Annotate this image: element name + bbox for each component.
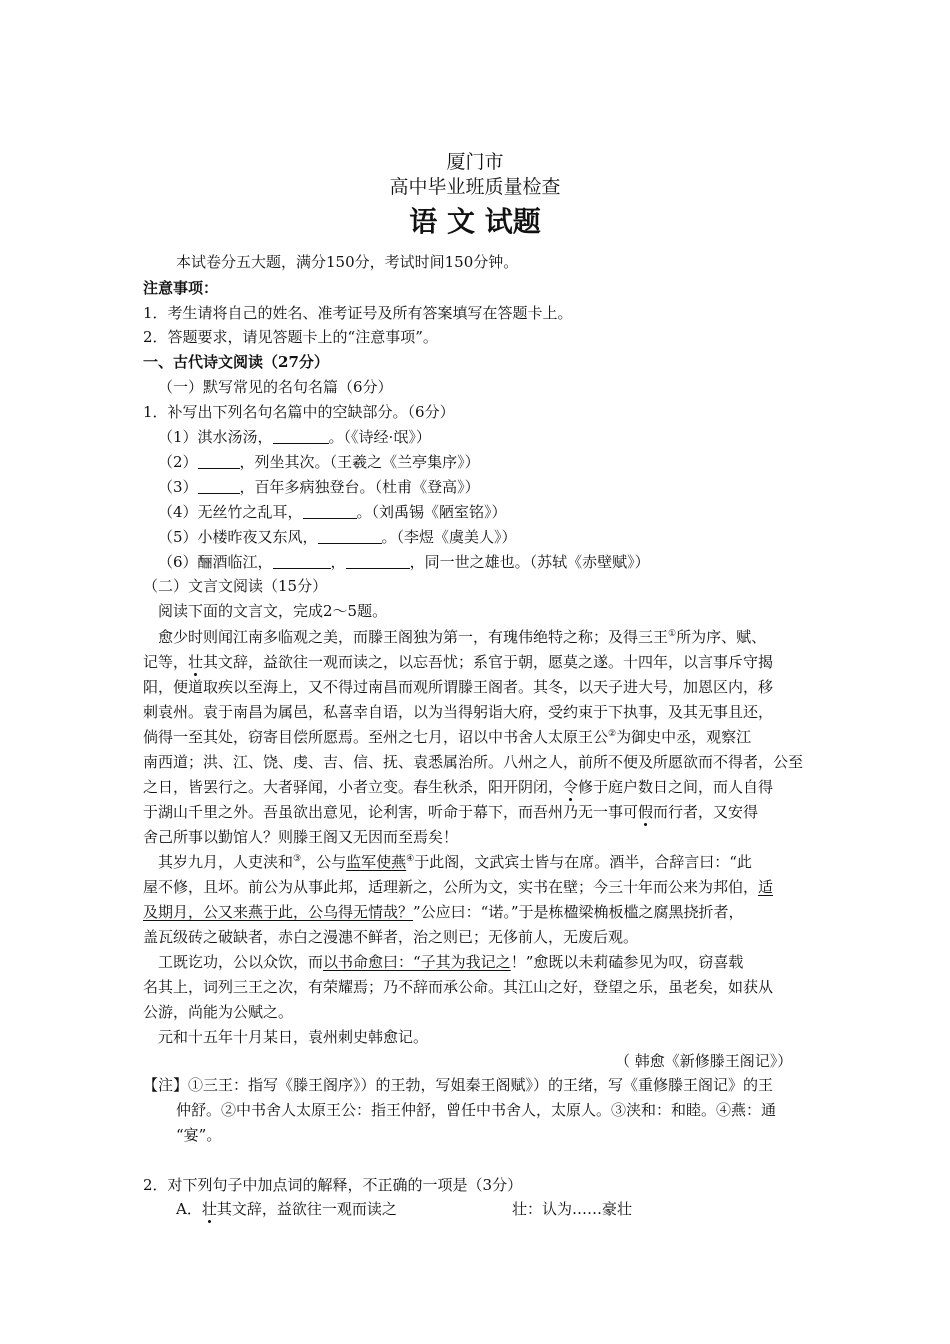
option-label: A． <box>176 1200 202 1218</box>
fill-item-text: （2） <box>158 453 198 471</box>
dotted-word: 壮 <box>201 1200 217 1218</box>
passage-source: （ 韩愈《新修滕王阁记》） <box>615 1052 793 1070</box>
notes-line: “宴”。 <box>176 1126 222 1144</box>
question-2-option-a-explanation: 壮：认为……豪壮 <box>512 1200 633 1218</box>
underlined-text: 监军使燕 <box>346 853 407 871</box>
fill-item-text: ，百年多病独登台。 <box>239 478 375 496</box>
fill-item-text: （5）小楼昨夜又东风， <box>158 528 318 546</box>
fill-item-text: （杜甫《登高》） <box>374 478 480 496</box>
note-marker: ① <box>668 629 677 639</box>
notes-line: 【注】①三王：指写《滕王阁序》）的王勃，写姐秦王阁赋》）的王绪，写《重修滕王阁记》的王 <box>143 1076 774 1094</box>
notice-title: 注意事项： <box>143 279 219 297</box>
passage-line: 刺袁州。袁于南昌为属邑，私喜幸自语，以为当得躬诣大府，受约束于下执事，及其无事且还， <box>143 703 774 721</box>
passage-line: 公游，尚能为公赋之。 <box>143 1003 294 1021</box>
fill-item-text: 。（《诗经·氓》） <box>328 428 431 446</box>
fill-item-text: （6）酾酒临江， <box>158 553 273 571</box>
fill-item-text: 。（李煜《虞美人》） <box>381 528 517 546</box>
fill-item-text: （1）淇水汤汤， <box>158 428 273 446</box>
passage-line: 工既讫功，公以众饮，而以书命愈曰：“子其为我记之！”愈既以未莉磕参见为叹，窃喜载 <box>158 953 744 971</box>
answer-blank[interactable] <box>346 554 410 569</box>
passage-line: 盖瓦级砖之破缺者，赤白之漫漶不鲜者，治之则已；无侈前人，无废后观。 <box>143 928 639 946</box>
fill-item-text: （3） <box>158 478 198 496</box>
part2-title: （二）文言文阅读（15分） <box>143 577 328 595</box>
header-exam: 高中毕业班质量检查 <box>389 176 561 198</box>
fill-item-5 <box>158 527 517 547</box>
notice-item-1: 1．考生请将自己的姓名、准考证号及所有答案填写在答题卡上。 <box>143 304 573 322</box>
dotted-word: 壮 <box>188 653 204 671</box>
fill-item-text: ，列坐其次。 <box>239 453 330 471</box>
fill-item-text: ，同一世之雄也。（苏轼《赤壁赋》） <box>409 553 650 571</box>
passage-line: 记等，壮其文辞，益欲往一观而读之，以忘吾忧；系官于朝，愿莫之遂。十四年，以言事斥守揭 <box>143 653 774 671</box>
passage-line: 名其上，词列三王之次，有荣耀焉；乃不辞而承公命。其江山之好，登望之乐，虽老矣，如获从 <box>143 978 774 996</box>
passage-line: 于湖山千里之外。吾虽欲出意见，论利害，听命于幕下，而吾州乃无一事可假而行者，又安得 <box>143 803 759 821</box>
question-1: 1．补写出下列名句名篇中的空缺部分。（6分） <box>143 403 455 421</box>
option-text: 其文辞，益欲往一观而读之 <box>216 1200 397 1218</box>
question-2-option-a[interactable] <box>176 1199 397 1219</box>
fill-item-text: 。（刘禹锡《陋室铭》） <box>356 503 507 521</box>
question-2-stem: 2．对下列句子中加点词的解释，不正确的一项是（3分） <box>143 1176 523 1194</box>
fill-item-4 <box>158 502 507 522</box>
intro-text: 本试卷分五大题，满分150分，考试时间150分钟。 <box>176 253 519 271</box>
header-subject: 语 文 试题 <box>409 205 541 238</box>
part1-title: （一）默写常见的名句名篇（6分） <box>158 378 393 396</box>
answer-blank[interactable] <box>273 554 331 569</box>
passage-line: 屋不修，且坏。前公为从事此邦，适理新之，公所为文，实书在壁；今三十年而公来为邦伯，适 <box>143 878 774 896</box>
answer-blank[interactable] <box>318 529 382 544</box>
fill-item-1 <box>158 427 431 447</box>
passage-line: 其岁九月，人吏浃和③，公与监军使燕④于此阁，文武宾士皆与在席。酒半，合辞言曰：“此 <box>158 853 752 871</box>
answer-blank[interactable] <box>273 429 329 444</box>
fill-item-text: （4）无丝竹之乱耳， <box>158 503 303 521</box>
answer-blank[interactable] <box>198 479 240 494</box>
passage-line: 舍己所事以勤馆人？则滕王阁又无因而至焉矣！ <box>143 828 459 846</box>
fill-item-text: ， <box>330 553 346 571</box>
passage-line: 倘得一至其处，窃寄目偿所愿焉。至州之七月，诏以中书舍人太原王公②为御史中丞，观察江 <box>143 728 752 746</box>
underlined-text: 以书命愈曰：“子其为我记之 <box>323 953 511 971</box>
passage-line: 之日，皆罢行之。大者驿闻，小者立变。春生秋杀，阳开阴闭，令修于庭户数日之间，而人自得 <box>143 778 774 796</box>
passage-line: 及期月，公又来燕于此，公乌得无情哉？”公应曰：“诺。”于是栋楹梁桷板槛之腐黑挠折者， <box>143 903 744 921</box>
passage-line: 南西道；洪、江、饶、虔、吉、信、抚、袁悉属治所。八州之人，前所不便及所愿欲而不得者，公至 <box>143 753 804 771</box>
dotted-word: 假 <box>638 803 654 821</box>
answer-blank[interactable] <box>303 504 357 519</box>
header-city: 厦门市 <box>446 151 504 173</box>
section1-title: 一、古代诗文阅读（27分） <box>143 353 329 371</box>
passage-signature: 元和十五年十月某日，袁州刺史韩愈记。 <box>158 1028 429 1046</box>
fill-item-3 <box>158 477 480 497</box>
dotted-word: 令 <box>563 778 579 796</box>
note-marker: ④ <box>406 854 415 864</box>
note-marker: ③ <box>293 854 302 864</box>
note-marker: ② <box>608 729 617 739</box>
notes-line: 仲舒。②中书舍人太原王公：指王仲舒，曾任中书舍人，太原人。③浃和：和睦。④燕：通 <box>176 1101 777 1119</box>
read-prompt: 阅读下面的文言文，完成2～5题。 <box>158 602 388 620</box>
fill-item-text: （王羲之《兰亭集序》） <box>329 453 480 471</box>
fill-item-6 <box>158 552 650 572</box>
passage-line: 阳，便道取疾以至海上，又不得过南昌而观所谓滕王阁者。其冬，以天子进大号，加恩区内，移 <box>143 678 774 696</box>
notice-item-2: 2．答题要求，请见答题卡上的“注意事项”。 <box>143 328 438 346</box>
passage-line: 愈少时则闻江南多临观之美，而滕王阁独为第一，有瑰伟绝特之称；及得三王①所为序、赋、 <box>158 628 767 646</box>
underlined-text: 及期月，公又来燕于此，公乌得无情哉？ <box>143 903 414 921</box>
underlined-text: 适 <box>758 878 774 896</box>
fill-item-2 <box>158 452 480 472</box>
answer-blank[interactable] <box>198 454 240 469</box>
